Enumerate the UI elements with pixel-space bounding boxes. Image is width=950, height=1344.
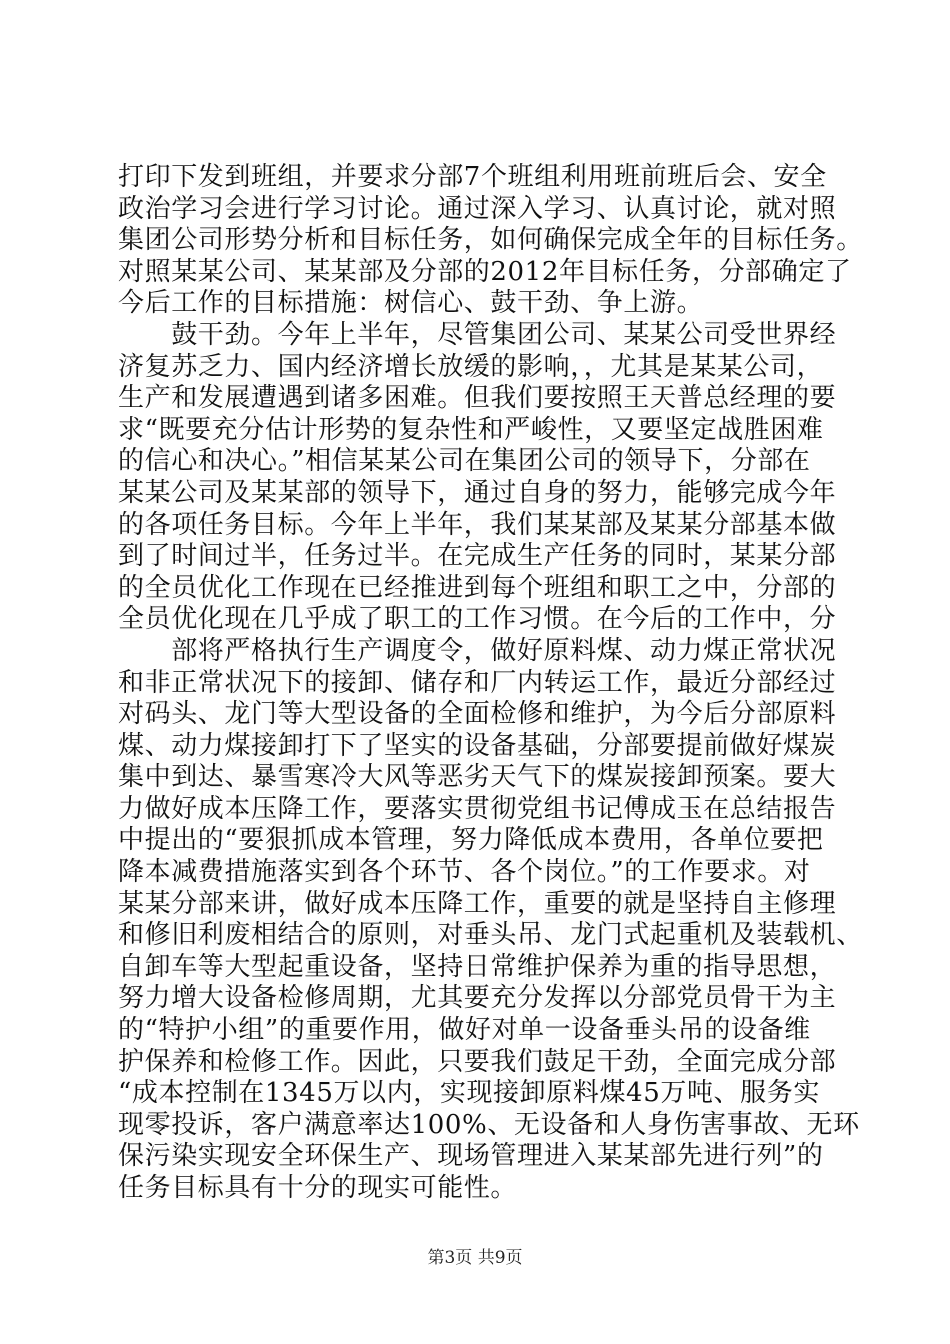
- text-line: 求“既要充分估计形势的复杂性和严峻性，又要坚定战胜困难: [118, 414, 824, 445]
- text-line: 降本减费措施落实到各个环节、各个岗位。”的工作要求。对: [118, 857, 811, 888]
- text-line: 部将严格执行生产调度令，做好原料煤、动力煤正常状况: [118, 635, 837, 666]
- text-line: 护保养和检修工作。因此，只要我们鼓足干劲，全面完成分部: [118, 1046, 837, 1077]
- text-line: 某某公司及某某部的领导下，通过自身的努力，能够完成今年: [118, 477, 837, 508]
- text-line: 政治学习会进行学习讨论。通过深入学习、认真讨论，就对照: [118, 193, 837, 224]
- text-line: 力做好成本压降工作，要落实贯彻党组书记傅成玉在总结报告: [118, 793, 837, 824]
- text-line: 济复苏乏力、国内经济增长放缓的影响，，尤其是某某公司，: [118, 351, 824, 382]
- text-line: 打印下发到班组，并要求分部7个班组利用班前班后会、安全: [118, 162, 827, 192]
- text-line: 中提出的“要狠抓成本管理，努力降低成本费用，各单位要把: [118, 825, 824, 856]
- text-line: 对照某某公司、某某部及分部的2012年目标任务，分部确定了: [118, 256, 852, 287]
- text-line: 到了时间过半，任务过半。在完成生产任务的同时，某某分部: [118, 541, 837, 572]
- text-line: 今后工作的目标措施：树信心、鼓干劲、争上游。: [118, 288, 704, 319]
- text-line: 和非正常状况下的接卸、储存和厂内转运工作，最近分部经过: [118, 667, 837, 698]
- text-line: 努力增大设备检修周期，尤其要充分发挥以分部党员骨干为主: [118, 983, 837, 1014]
- text-line: 煤、动力煤接卸打下了坚实的设备基础，分部要提前做好煤炭: [118, 730, 837, 761]
- text-line: 对码头、龙门等大型设备的全面检修和维护，为今后分部原料: [118, 699, 837, 730]
- text-line: 集团公司形势分析和目标任务，如何确保完成全年的目标任务。: [118, 225, 863, 256]
- text-line: “成本控制在1345万以内，实现接卸原料煤45万吨、服务实: [118, 1078, 820, 1109]
- text-line: 的信心和决心。”相信某某公司在集团公司的领导下，分部在: [118, 446, 811, 477]
- text-line: 鼓干劲。今年上半年，尽管集团公司、某某公司受世界经: [118, 319, 837, 350]
- text-line: 自卸车等大型起重设备，坚持日常维护保养为重的指导思想，: [118, 951, 837, 982]
- text-line: 集中到达、暴雪寒冷大风等恶劣天气下的煤炭接卸预案。要大: [118, 762, 837, 793]
- text-line: 生产和发展遭遇到诸多困难。但我们要按照王天普总经理的要: [118, 383, 837, 414]
- text-line: 现零投诉，客户满意率达100%、无设备和人身伤害事故、无环: [118, 1109, 860, 1140]
- text-line: 某某分部来讲，做好成本压降工作，重要的就是坚持自主修理: [118, 888, 837, 919]
- text-line: 的全员优化工作现在已经推进到每个班组和职工之中，分部的: [118, 572, 837, 603]
- page-number-footer: 第3页 共9页: [427, 1248, 523, 1268]
- text-line: 任务目标具有十分的现实可能性。: [118, 1173, 518, 1203]
- text-line: 全员优化现在几乎成了职工的工作习惯。在今后的工作中，分: [118, 604, 837, 635]
- text-line: 的各项任务目标。今年上半年，我们某某部及某某分部基本做: [118, 509, 837, 540]
- document-body: [118, 162, 863, 1205]
- text-line: 的“特护小组”的重要作用，做好对单一设备垂头吊的设备维: [118, 1015, 811, 1046]
- text-line: 保污染实现安全环保生产、现场管理进入某某部先进行列”的: [118, 1141, 824, 1172]
- text-line: 和修旧利废相结合的原则，对垂头吊、龙门式起重机及装载机、: [118, 920, 863, 951]
